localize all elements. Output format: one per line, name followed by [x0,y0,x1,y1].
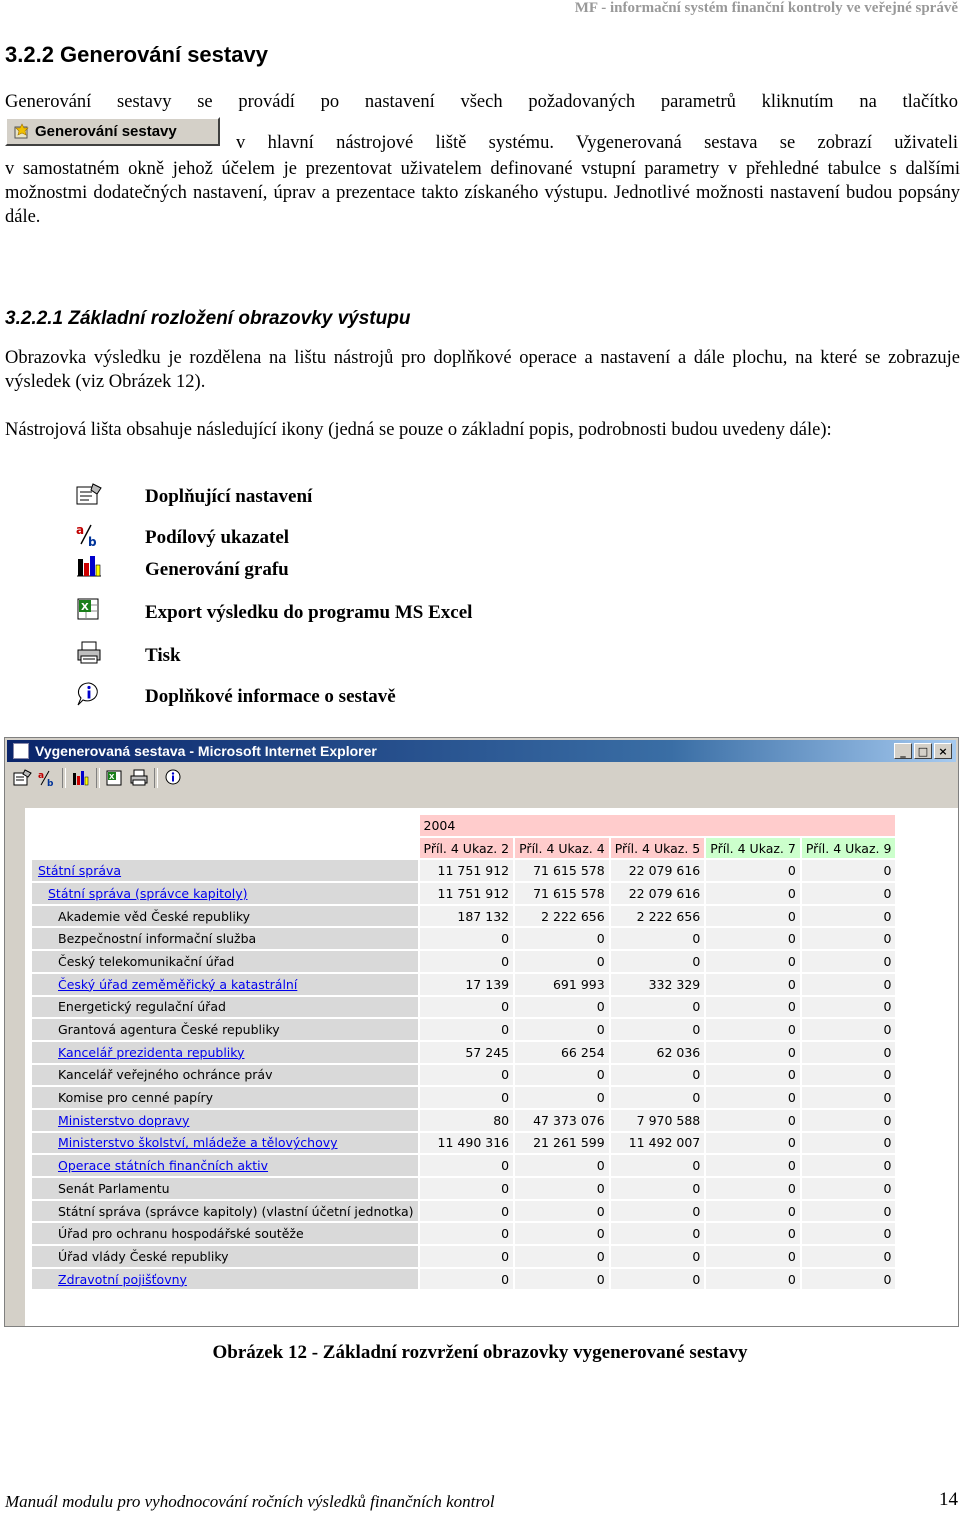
value-cell: 0 [611,1019,705,1040]
year-header: 2004 [420,815,896,836]
row-label: Bezpečnostní informační služba [32,928,418,949]
bar-chart-icon [75,553,105,579]
value-cell: 691 993 [515,974,609,995]
excel-icon [105,769,125,787]
value-cell: 47 373 076 [515,1110,609,1131]
value-cell: 332 329 [611,974,705,995]
value-cell: 0 [706,951,800,972]
ie-icon [13,743,29,759]
table-row [32,1110,895,1131]
table-row [32,860,895,881]
toolbar-print-button[interactable] [127,767,151,789]
value-cell: 0 [802,1269,896,1290]
toolbar-separator [154,768,158,788]
toolbar-ratio-button[interactable] [35,767,59,789]
column-header: Příl. 4 Ukaz. 5 [611,838,705,859]
ratio-ab-icon [75,522,105,548]
excel-icon [75,596,105,622]
toolbar-settings-button[interactable] [11,767,35,789]
settings-form-icon [13,769,33,787]
row-label: Komise pro cenné papíry [32,1087,418,1108]
svg-text:b: b [47,779,54,787]
value-cell: 0 [706,928,800,949]
row-label: Grantová agentura České republiky [32,1019,418,1040]
value-cell: 0 [802,1223,896,1244]
generate-report-button-label: Generování sestavy [35,123,177,140]
window-title: Vygenerovaná sestava - Microsoft Internet Explorer [35,743,377,759]
subsection-heading: 3.2.2.1 Základní rozložení obrazovky výstupu [5,308,411,329]
intro-text: v samostatném okně jehož účelem je prezentovat uživatelem definované vstupní parametry v přehledné tabulce s dalšími možnostmi dodatečných nastavení, úprav a prezentace takto získaného výstupu. Jednotlivé možnosti nastavení budou popsány dále. [5,159,960,227]
column-header: Příl. 4 Ukaz. 9 [802,838,896,859]
value-cell: 0 [611,1178,705,1199]
value-cell: 0 [611,1155,705,1176]
value-cell: 0 [515,1269,609,1290]
value-cell: 0 [706,1223,800,1244]
close-button[interactable]: × [934,743,952,759]
row-label: Úřad vlády České republiky [32,1246,418,1267]
value-cell: 0 [706,1042,800,1063]
value-cell: 187 132 [420,906,514,927]
value-cell: 0 [611,928,705,949]
value-cell: 0 [420,1269,514,1290]
value-cell: 0 [706,1155,800,1176]
row-label: Senát Parlamentu [32,1178,418,1199]
icon-label-print: Tisk [145,645,181,666]
value-cell: 0 [515,1087,609,1108]
bar-chart-icon [71,769,91,787]
value-cell: 0 [802,1155,896,1176]
value-cell: 0 [611,1087,705,1108]
value-cell: 0 [802,906,896,927]
value-cell: 0 [420,1201,514,1222]
value-cell: 66 254 [515,1042,609,1063]
table-row [32,1178,895,1199]
intro-line-1: Generování sestavy se provádí po nastavení všech požadovaných parametrů kliknutím na tlačítko [5,92,958,112]
value-cell: 0 [515,1178,609,1199]
value-cell: 0 [706,997,800,1018]
value-cell: 0 [802,951,896,972]
table-row [32,1246,895,1267]
report-table [30,813,897,1291]
icon-label-ratio: Podílový ukazatel [145,527,290,548]
value-cell: 0 [802,1087,896,1108]
value-cell: 0 [706,883,800,904]
report-content [25,808,959,1327]
value-cell: 0 [802,1065,896,1086]
value-cell: 0 [706,1269,800,1290]
page-number: 14 [939,1489,958,1510]
value-cell: 21 261 599 [515,1133,609,1154]
printer-icon [129,769,149,787]
svg-text:a: a [38,771,45,781]
table-row [32,1065,895,1086]
column-header: Příl. 4 Ukaz. 2 [420,838,514,859]
value-cell: 0 [420,1178,514,1199]
value-cell: 0 [611,1201,705,1222]
value-cell: 0 [802,928,896,949]
value-cell: 11 751 912 [420,883,514,904]
value-cell: 0 [706,1246,800,1267]
intro-line-2: v hlavní nástrojové liště systému. Vygenerovaná sestava se zobrazí uživateli [236,133,958,153]
svg-text:b: b [88,535,97,548]
table-row [32,997,895,1018]
value-cell: 0 [515,1201,609,1222]
value-cell: 0 [420,1223,514,1244]
table-row [32,1087,895,1108]
table-row [32,1201,895,1222]
table-row [32,1133,895,1154]
value-cell: 80 [420,1110,514,1131]
svg-text:X: X [109,773,115,781]
value-cell: 0 [515,928,609,949]
table-row [32,928,895,949]
row-label[interactable]: Český úřad zeměměřický a katastrální [32,974,418,995]
toolbar-chart-button[interactable] [69,767,93,789]
row-label: Úřad pro ochranu hospodářské soutěže [32,1223,418,1244]
ratio-ab-icon [37,769,57,787]
value-cell: 0 [420,1065,514,1086]
section-heading: 3.2.2 Generování sestavy [5,42,268,67]
value-cell: 0 [802,883,896,904]
info-icon [75,681,105,707]
report-window [4,737,959,1327]
generate-report-icon [13,123,31,141]
value-cell: 0 [706,906,800,927]
value-cell: 0 [706,1110,800,1131]
table-row [32,1269,895,1290]
value-cell: 2 222 656 [611,906,705,927]
icon-label-info: Doplňkové informace o sestavě [145,686,396,707]
value-cell: 0 [515,1155,609,1176]
value-cell: 0 [420,1246,514,1267]
value-cell: 17 139 [420,974,514,995]
value-cell: 71 615 578 [515,883,609,904]
value-cell: 0 [802,1133,896,1154]
svg-text:X: X [81,602,89,613]
value-cell: 0 [802,1042,896,1063]
row-label: Český telekomunikační úřad [32,951,418,972]
table-row [32,974,895,995]
running-header: MF - informační systém finanční kontroly ve veřejné správě [574,0,958,16]
value-cell: 0 [611,1065,705,1086]
value-cell: 11 492 007 [611,1133,705,1154]
value-cell: 22 079 616 [611,860,705,881]
value-cell: 0 [706,1065,800,1086]
value-cell: 0 [802,1019,896,1040]
value-cell: 0 [420,928,514,949]
table-row [32,1042,895,1063]
value-cell: 0 [802,1178,896,1199]
value-cell: 0 [706,1133,800,1154]
value-cell: 0 [706,1201,800,1222]
value-cell: 0 [515,1223,609,1244]
icon-label-settings: Doplňující nastavení [145,486,313,507]
paragraph-layout: Obrazovka výsledku je rozdělena na lištu nástrojů pro doplňkové operace a nastavení a dále plochu, na které se zobrazuje výsledek (viz Obrázek 12). [5,348,960,392]
toolbar-separator [62,768,66,788]
value-cell: 0 [802,1246,896,1267]
value-cell: 0 [706,1087,800,1108]
year-row [32,815,895,836]
value-cell: 2 222 656 [515,906,609,927]
column-header: Příl. 4 Ukaz. 7 [706,838,800,859]
window-titlebar [7,740,956,762]
footer-title: Manuál modulu pro vyhodnocování ročních výsledků finančních kontrol [5,1492,495,1511]
table-row [32,1019,895,1040]
value-cell: 0 [802,1201,896,1222]
row-label[interactable]: Státní správa [32,860,418,881]
value-cell: 62 036 [611,1042,705,1063]
value-cell: 11 490 316 [420,1133,514,1154]
table-row [32,906,895,927]
row-label[interactable]: Ministerstvo školství, mládeže a tělovýchovy [32,1133,418,1154]
value-cell: 0 [515,1019,609,1040]
value-cell: 0 [706,1019,800,1040]
column-header-row [32,838,895,859]
value-cell: 0 [515,951,609,972]
row-label: Kancelář veřejného ochránce práv [32,1065,418,1086]
value-cell: 0 [802,1110,896,1131]
value-cell: 57 245 [420,1042,514,1063]
corner-cell [32,815,418,836]
value-cell: 0 [420,1019,514,1040]
toolbar-info-button[interactable] [161,767,185,789]
value-cell: 0 [611,997,705,1018]
printer-icon [75,640,105,666]
value-cell: 0 [802,997,896,1018]
value-cell: 0 [515,1246,609,1267]
value-cell: 0 [420,997,514,1018]
svg-text:a: a [76,523,85,537]
table-row [32,951,895,972]
value-cell: 22 079 616 [611,883,705,904]
icon-label-excel: Export výsledku do programu MS Excel [145,602,473,623]
report-toolbar [7,764,956,792]
icon-label-chart: Generování grafu [145,559,289,580]
value-cell: 0 [611,951,705,972]
value-cell: 0 [515,1065,609,1086]
corner-cell [32,838,418,859]
info-icon [163,769,183,787]
row-label[interactable]: Ministerstvo dopravy [32,1110,418,1131]
value-cell: 0 [420,1087,514,1108]
value-cell: 0 [802,860,896,881]
column-header: Příl. 4 Ukaz. 4 [515,838,609,859]
table-row [32,883,895,904]
toolbar-separator [96,768,100,788]
table-row [32,1223,895,1244]
value-cell: 11 751 912 [420,860,514,881]
minimize-button[interactable]: _ [894,743,912,759]
figure-caption: Obrázek 12 - Základní rozvržení obrazovky vygenerované sestavy [212,1342,748,1363]
value-cell: 7 970 588 [611,1110,705,1131]
generate-report-button[interactable] [5,117,220,146]
row-label: Akademie věd České republiky [32,906,418,927]
toolbar-excel-button[interactable] [103,767,127,789]
paragraph-toolbar: Nástrojová lišta obsahuje následující ikony (jedná se pouze o základní popis, podrobnosti budou uvedeny dále): [5,420,832,440]
value-cell: 71 615 578 [515,860,609,881]
row-label[interactable]: Zdravotní pojišťovny [32,1269,418,1290]
row-label: Energetický regulační úřad [32,997,418,1018]
value-cell: 0 [420,1155,514,1176]
settings-form-icon [75,482,105,508]
value-cell: 0 [611,1246,705,1267]
value-cell: 0 [706,1178,800,1199]
value-cell: 0 [515,997,609,1018]
value-cell: 0 [611,1269,705,1290]
value-cell: 0 [706,974,800,995]
table-row [32,1155,895,1176]
value-cell: 0 [611,1223,705,1244]
value-cell: 0 [706,860,800,881]
row-label: Státní správa (správce kapitoly) (vlastní účetní jednotka) [32,1201,418,1222]
value-cell: 0 [420,951,514,972]
value-cell: 0 [802,974,896,995]
row-label[interactable]: Operace státních finančních aktiv [32,1155,418,1176]
row-label[interactable]: Státní správa (správce kapitoly) [32,883,418,904]
row-label[interactable]: Kancelář prezidenta republiky [32,1042,418,1063]
maximize-button[interactable]: □ [914,743,932,759]
